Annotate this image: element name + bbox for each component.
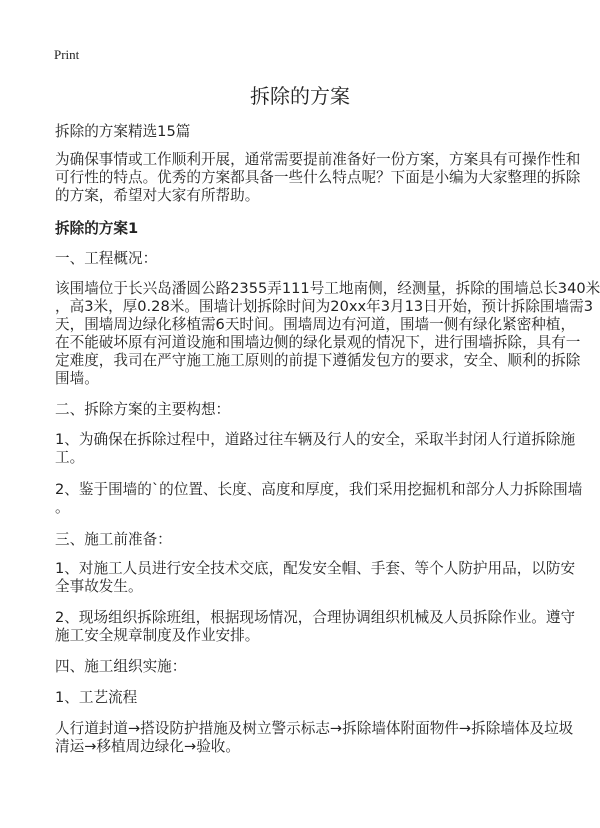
line: 1、对施工人员进行安全技术交底，配发安全帽、手套、等个人防护用品，以防安: [55, 560, 576, 577]
concept-item-1: [55, 431, 576, 467]
concept-item-2: [55, 481, 583, 517]
line: 为确保事情或工作顺利开展，通常需要提前准备好一份方案，方案具有可操作性和: [55, 151, 581, 168]
subtitle: 拆除的方案精选15篇: [55, 123, 191, 140]
line: 工。: [55, 449, 85, 466]
line: 全事故发生。: [55, 578, 143, 595]
line: 该围墙位于长兴岛潘圆公路2355弄111号工地南侧，经测量，拆除的围墙总长340米: [55, 280, 600, 297]
line: 。: [55, 499, 70, 516]
print-link[interactable]: Print: [54, 47, 80, 62]
process-flow: [55, 720, 574, 756]
intro-paragraph: [55, 151, 581, 205]
line: 天，围墙周边绿化移植需6天时间。围墙周边有河道，围墙一侧有绿化紧密种植，: [55, 316, 576, 333]
line: ，高3米，厚0.28米。围墙计划拆除时间为20xx年3月13日开始，预计拆除围墙需3: [55, 298, 593, 315]
heading-implementation: 四、施工组织实施：: [55, 658, 187, 675]
preparation-item-2: [55, 609, 576, 645]
document-title: 拆除的方案: [250, 84, 350, 108]
line: 在不能破坏原有河道设施和围墙边侧的绿化景观的情况下，进行围墙拆除，具有一: [55, 334, 581, 351]
line: 定难度，我司在严守施工施工原则的前提下遵循发包方的要求，安全、顺利的拆除: [55, 352, 581, 369]
line: 2、鉴于围墙的`的位置、长度、高度和厚度，我们采用挖掘机和部分人力拆除围墙: [55, 481, 583, 498]
line: 可行性的特点。优秀的方案都具备一些什么特点呢？下面是小编为大家整理的拆除: [55, 169, 581, 186]
line: 1、为确保在拆除过程中，道路过往车辆及行人的安全，采取半封闭人行道拆除施: [55, 431, 576, 448]
line: 2、现场组织拆除班组，根据现场情况，合理协调组织机械及人员拆除作业。遵守: [55, 609, 576, 626]
line: 围墙。: [55, 370, 99, 387]
line: 施工安全规章制度及作业安排。: [55, 627, 260, 644]
preparation-item-1: [55, 560, 576, 596]
heading-concept: 二、拆除方案的主要构想：: [55, 401, 231, 418]
line: 人行道封道→搭设防护措施及树立警示标志→拆除墙体附面物件→拆除墙体及垃圾: [55, 720, 574, 737]
heading-overview: 一、工程概况：: [55, 250, 158, 267]
subheading-process: 1、工艺流程: [55, 689, 138, 706]
line: 清运→移植周边绿化→验收。: [55, 738, 240, 755]
overview-paragraph: [55, 280, 600, 388]
line: 的方案，希望对大家有所帮助。: [55, 187, 260, 204]
section-heading: 拆除的方案1: [55, 220, 139, 237]
heading-preparation: 三、施工前准备：: [55, 531, 172, 548]
